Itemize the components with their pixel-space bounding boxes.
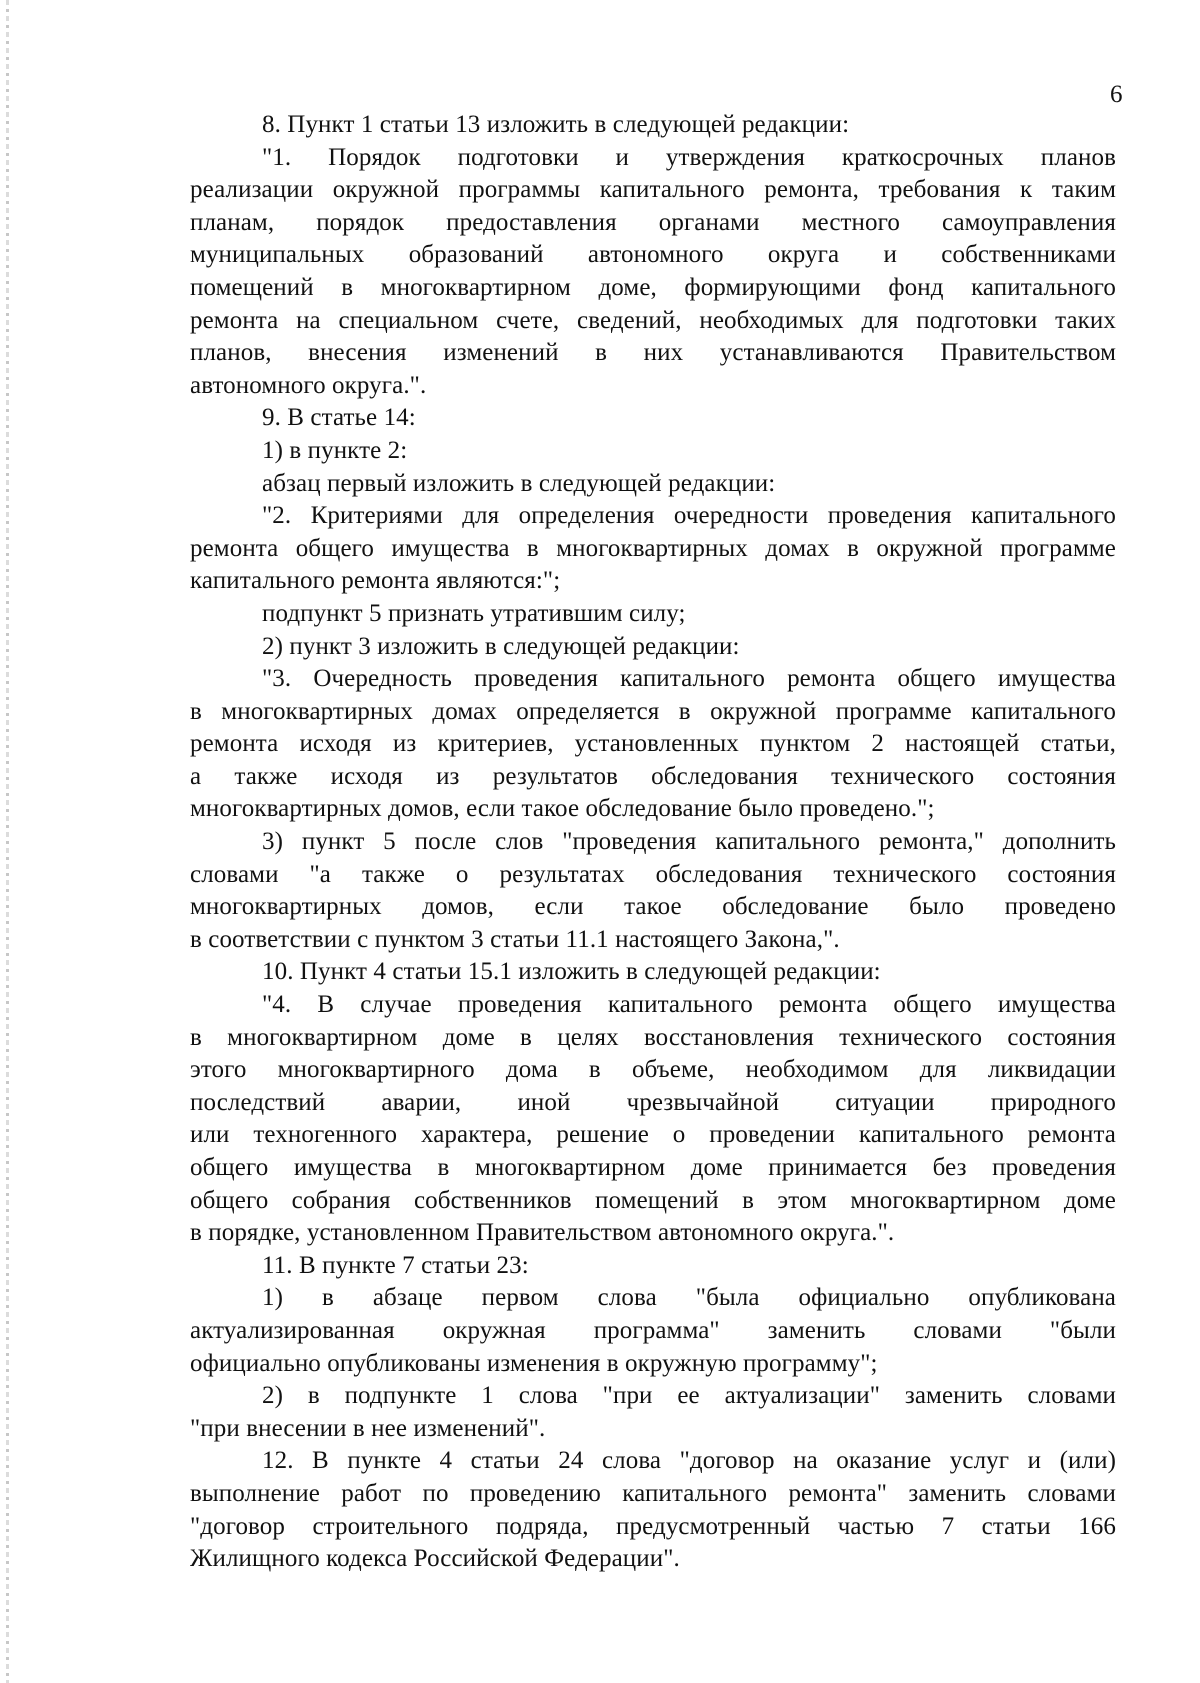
text-line: ремонта исходя из критериев, установленных пунктом 2 настоящей статьи,	[190, 730, 1116, 758]
text-line: планам, порядок предоставления органами местного самоуправления	[190, 208, 1116, 236]
text-line: "2. Критериями для определения очередности проведения капитального	[262, 502, 1116, 530]
text-line: абзац первый изложить в следующей редакции:	[262, 469, 776, 497]
text-line: последствий аварии, иной чрезвычайной ситуации природного	[190, 1088, 1116, 1116]
text-line: в многоквартирных домах определяется в окружной программе капитального	[190, 697, 1116, 725]
text-line: планов, внесения изменений в них устанавливаются Правительством	[190, 339, 1116, 367]
text-line: общего имущества в многоквартирном доме принимается без проведения	[190, 1154, 1116, 1181]
text-line: 10. Пункт 4 статьи 15.1 изложить в следующей редакции:	[262, 958, 881, 986]
text-line: 2) пункт 3 изложить в следующей редакции:	[262, 632, 740, 660]
text-line: "договор строительного подряда, предусмотренный частью 7 статьи 166	[190, 1512, 1116, 1540]
text-line: "1. Порядок подготовки и утверждения краткосрочных планов	[262, 143, 1116, 171]
text-line: многоквартирных домов, если такое обследование было проведено.";	[190, 795, 935, 823]
text-line: Жилищного кодекса Российской Федерации".	[190, 1545, 680, 1573]
scan-edge-artifact	[6, 0, 9, 1683]
text-line: муниципальных образований автономного округа и собственниками	[190, 241, 1116, 269]
text-line: или техногенного характера, решение о проведении капитального ремонта	[190, 1121, 1116, 1149]
text-line: 1) в абзаце первом слова "была официально опубликована	[262, 1284, 1116, 1312]
text-line: 12. В пункте 4 статьи 24 слова "договор на оказание услуг и (или)	[262, 1447, 1116, 1475]
text-line: 1) в пункте 2:	[262, 436, 408, 464]
text-line: актуализированная окружная программа" заменить словами "были	[190, 1316, 1116, 1344]
text-line: этого многоквартирного дома в объеме, необходимом для ликвидации	[190, 1056, 1116, 1084]
text-line: выполнение работ по проведению капитального ремонта" заменить словами	[190, 1479, 1116, 1507]
text-line: автономного округа.".	[190, 371, 427, 399]
text-line: а также исходя из результатов обследования технического состояния	[190, 762, 1116, 790]
text-line: помещений в многоквартирном доме, формирующими фонд капитального	[190, 273, 1116, 301]
text-line: в многоквартирном доме в целях восстановления технического состояния	[190, 1023, 1116, 1051]
text-line: в порядке, установленном Правительством автономного округа.".	[190, 1219, 895, 1247]
text-line: общего собрания собственников помещений в этом многоквартирном доме	[190, 1186, 1116, 1214]
text-line: "3. Очередность проведения капитального ремонта общего имущества	[262, 665, 1116, 693]
text-line: 2) в подпункте 1 слова "при ее актуализации" заменить словами	[262, 1382, 1116, 1410]
text-line: официально опубликованы изменения в окружную программу";	[190, 1349, 878, 1377]
text-line: словами "а также о результатах обследования технического состояния	[190, 860, 1116, 888]
document-body	[190, 109, 1116, 1576]
page-number: 6	[1110, 81, 1123, 108]
text-line: реализации окружной программы капитального ремонта, требования к таким	[190, 176, 1116, 204]
text-line: 8. Пункт 1 статьи 13 изложить в следующей редакции:	[262, 111, 850, 138]
text-line: ремонта общего имущества в многоквартирных домах в окружной программе	[190, 534, 1116, 562]
text-line: "при внесении в нее изменений".	[190, 1414, 546, 1442]
text-line: капитального ремонта являются:";	[190, 567, 561, 595]
text-line: в соответствии с пунктом 3 статьи 11.1 настоящего Закона,".	[190, 925, 840, 953]
text-line: подпункт 5 признать утратившим силу;	[262, 599, 686, 627]
text-line: многоквартирных домов, если такое обследование было проведено	[190, 893, 1116, 921]
text-line: 11. В пункте 7 статьи 23:	[262, 1251, 529, 1279]
text-line: ремонта на специальном счете, сведений, необходимых для подготовки таких	[190, 306, 1116, 334]
text-line: 9. В статье 14:	[262, 404, 416, 432]
text-line: 3) пункт 5 после слов "проведения капитального ремонта," дополнить	[262, 828, 1116, 856]
text-line: "4. В случае проведения капитального ремонта общего имущества	[262, 991, 1116, 1019]
